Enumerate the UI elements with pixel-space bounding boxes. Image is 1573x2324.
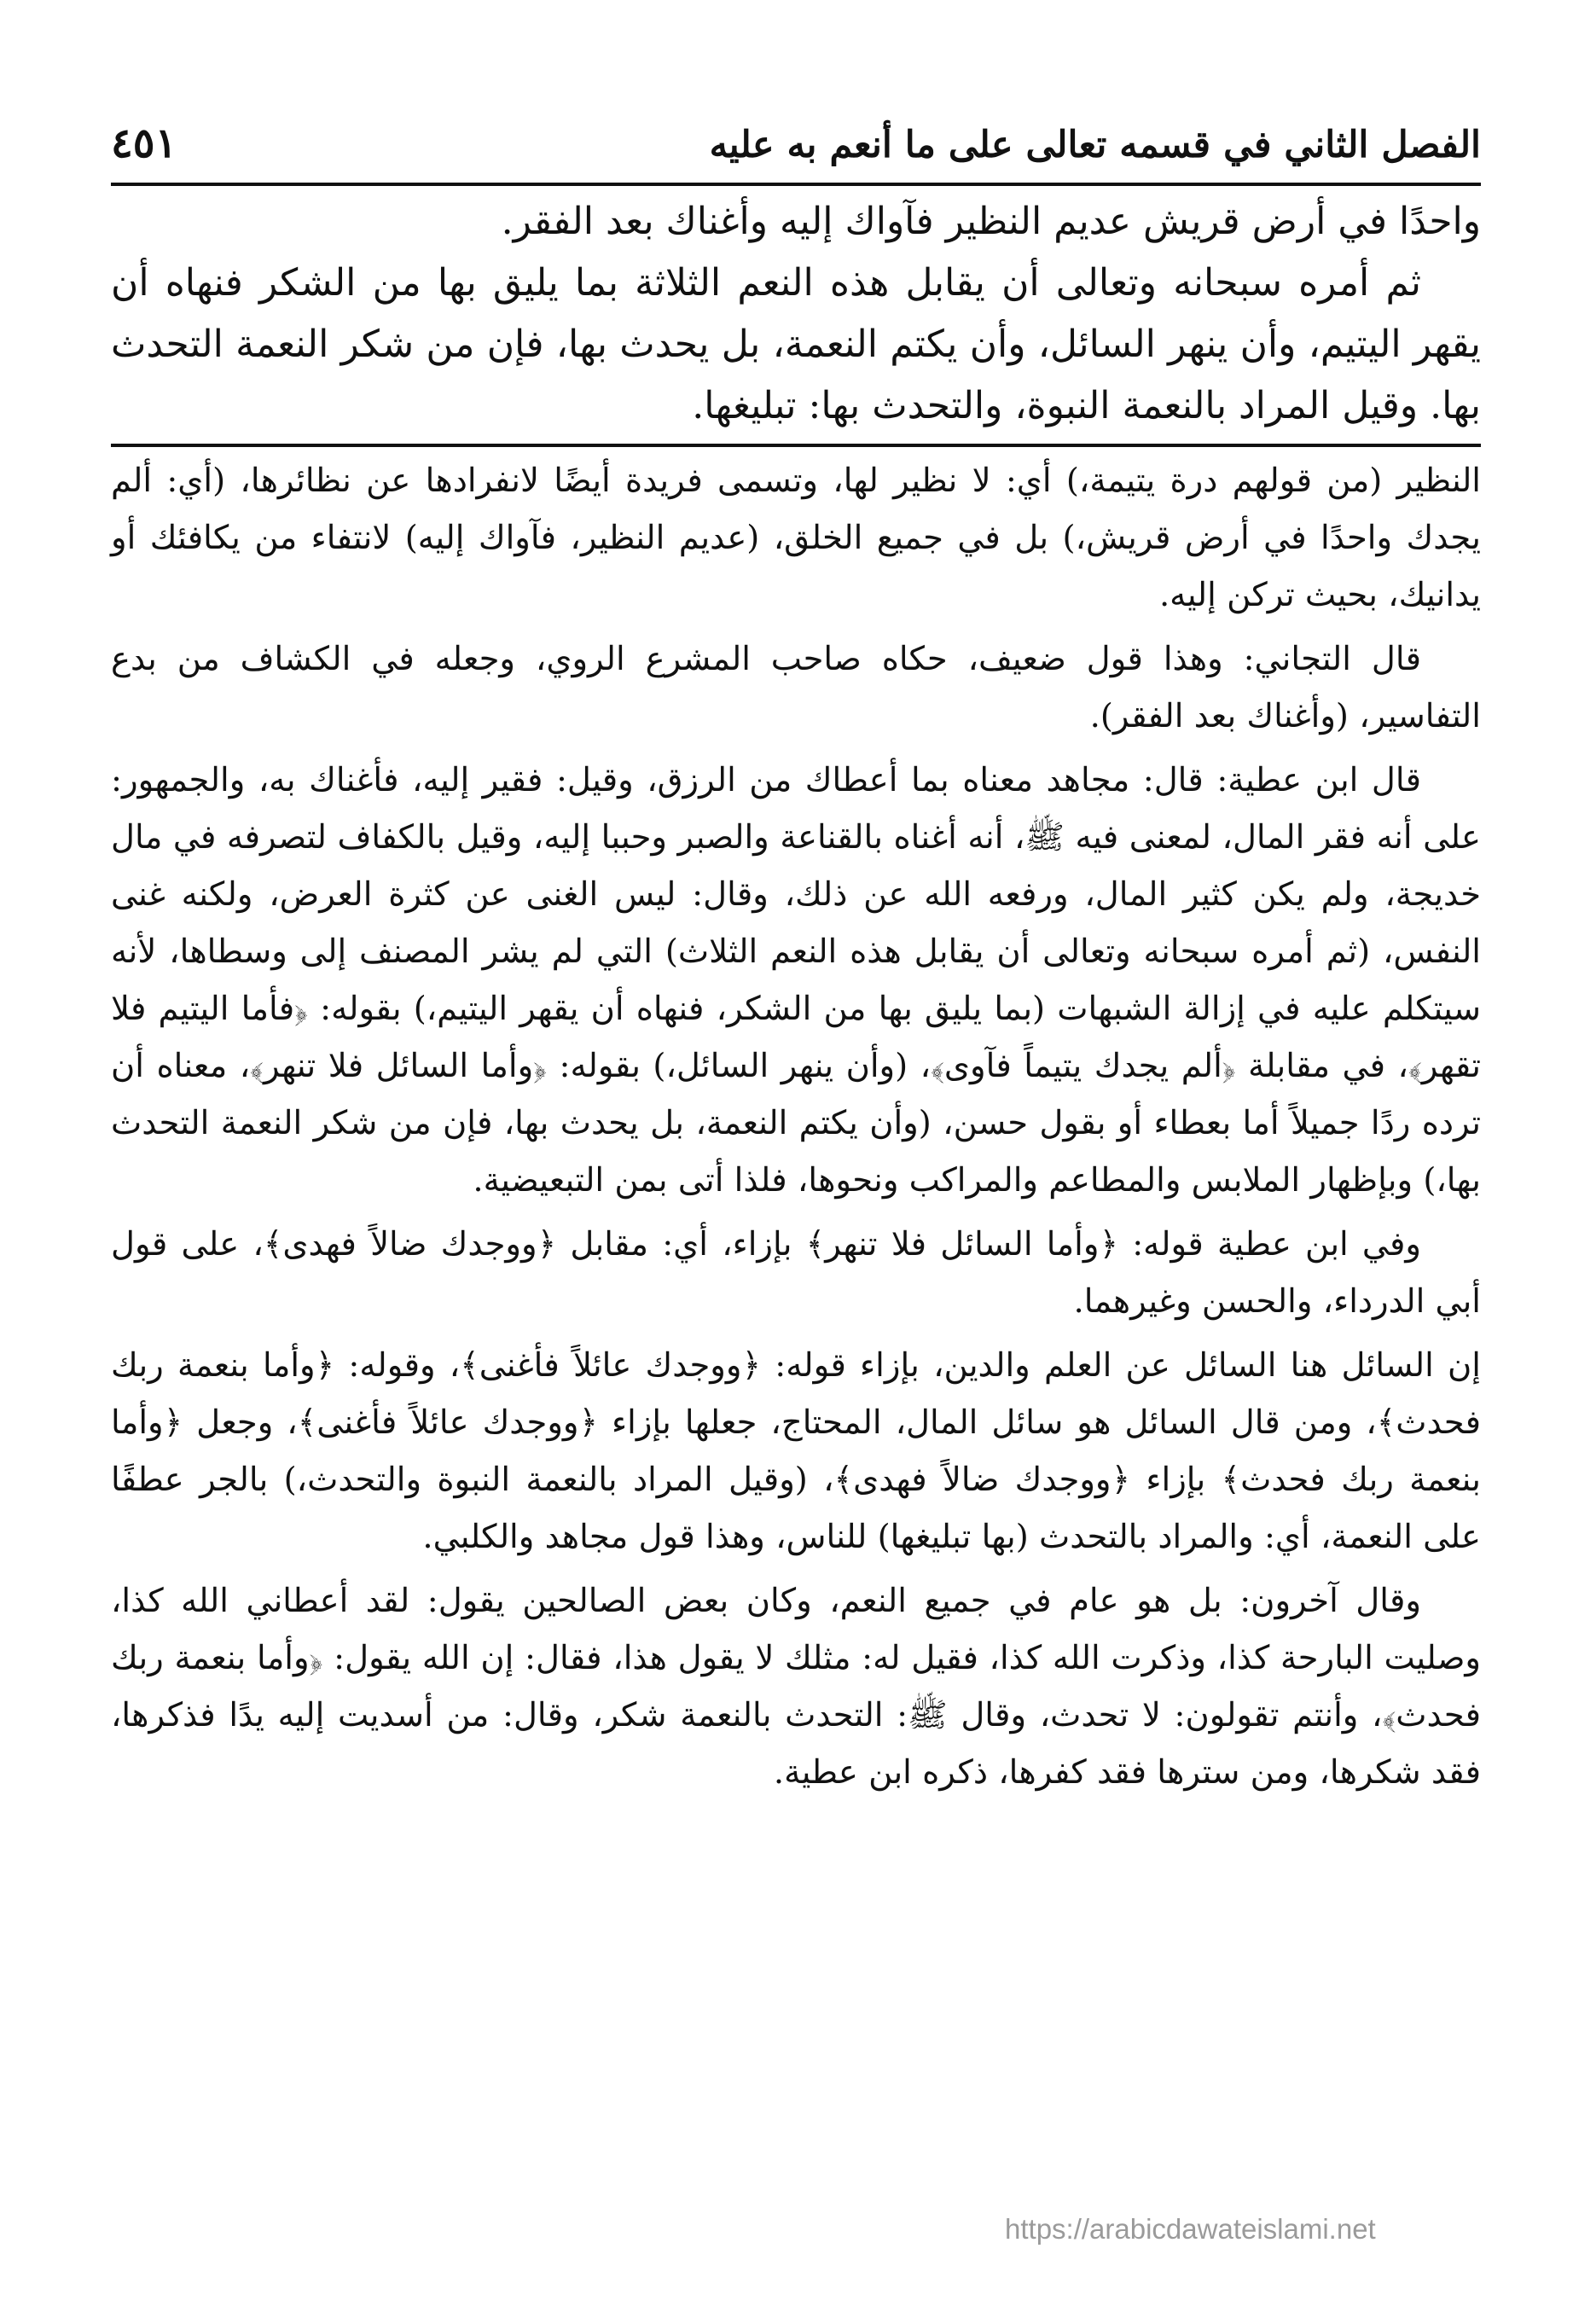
commentary-paragraph-4: وفي ابن عطية قوله: ﴿وأما السائل فلا تنهر﴾ بإزاء، أي: مقابل ﴿ووجدك ضالاً فهدى﴾، على قول أبي الدرداء، والحسن وغيرهما. xyxy=(111,1225,1481,1321)
main-text-paragraph-2: ثم أمره سبحانه وتعالى أن يقابل هذه النعم الثلاثة بما يليق بها من الشكر فنهاه أن يقهر اليتيم، وأن ينهر السائل، وأن يكتم النعمة، بل يحدث بها، فإن من شكر النعمة التحدث بها. وقيل المراد بالنعمة النبوة، والتحدث بها: تبليغها. xyxy=(111,261,1481,427)
main-text xyxy=(111,191,1481,437)
page-number: ٤٥١ xyxy=(111,119,177,167)
header-rule xyxy=(111,183,1481,186)
commentary-paragraph-1: النظير (من قولهم درة يتيمة،) أي: لا نظير لها، وتسمى فريدة أيضًا لانفرادها عن نظائرها، (أي: ألم يجدك واحدًا في أرض قريش،) بل في جميع الخلق، (عديم النظير، فآواك إليه) لانتفاء من يكافئك أو يدانيك، بحيث تركن إليه. xyxy=(111,462,1481,614)
commentary-separator xyxy=(111,444,1481,447)
commentary xyxy=(111,452,1481,1801)
main-text-paragraph-1: واحدًا في أرض قريش عديم النظير فآواك إليه وأغناك بعد الفقر. xyxy=(501,200,1481,243)
commentary-paragraph-3: قال ابن عطية: قال: مجاهد معناه بما أعطاك من الرزق، وقيل: فقير إليه، فأغناك به، والجمهور: على أنه فقر المال، لمعنى فيه ﷺ، أنه أغناه بالقناعة والصبر وحببا إليه، وقيل بالكفاف لتصرفه في مال خديجة، ولم يكن كثير المال، ورفعه الله عن ذلك، وقال: ليس الغنى عن كثرة العرض، ولكنه غنى النفس، (ثم أمره سبحانه وتعالى أن يقابل هذه النعم الثلاث) التي لم يشر المصنف إلى وسطاها، لأنه سيتكلم عليه في إزالة الشبهات (بما يليق بها من الشكر، فنهاه أن يقهر اليتيم،) بقوله: ﴿فأما اليتيم فلا تقهر﴾، في مقابلة ﴿ألم يجدك يتيماً فآوى﴾، (وأن ينهر السائل،) بقوله: ﴿وأما السائل فلا تنهر﴾، معناه أن ترده ردًا جميلاً أما بعطاء أو بقول حسن، (وأن يكتم النعمة، بل يحدث بها، فإن من شكر النعمة التحدث بها،) وبإظهار الملابس والمطاعم والمراكب ونحوها، فلذا أتى بمن التبعيضية. xyxy=(111,761,1481,1200)
commentary-paragraph-6: وقال آخرون: بل هو عام في جميع النعم، وكان بعض الصالحين يقول: لقد أعطاني الله كذا، وصليت البارحة كذا، وذكرت الله كذا، فقيل له: مثلك لا يقول هذا، فقال: إن الله يقول: ﴿وأما بنعمة ربك فحدث﴾، وأنتم تقولون: لا تحدث، وقال ﷺ: التحدث بالنعمة شكر، وقال: من أسديت إليه يدًا فذكرها، فقد شكرها، ومن سترها فقد كفرها، ذكره ابن عطية. xyxy=(111,1582,1481,1792)
running-title: الفصل الثاني في قسمه تعالى على ما أنعم به عليه xyxy=(709,124,1481,166)
watermark-url: https://arabicdawateislami.net xyxy=(1005,2213,1376,2245)
commentary-paragraph-2: قال التجاني: وهذا قول ضعيف، حكاه صاحب المشرع الروي، وجعله في الكشاف من بدع التفاسير، (وأغناك بعد الفقر). xyxy=(111,640,1481,735)
page-header xyxy=(111,94,1481,167)
commentary-paragraph-5: إن السائل هنا السائل عن العلم والدين، بإزاء قوله: ﴿ووجدك عائلاً فأغنى﴾، وقوله: ﴿وأما بنعمة ربك فحدث﴾، ومن قال السائل هو سائل المال، المحتاج، جعلها بإزاء ﴿ووجدك عائلاً فأغنى﴾، وجعل ﴿وأما بنعمة ربك فحدث﴾ بإزاء ﴿ووجدك ضالاً فهدى﴾، (وقيل المراد بالنعمة النبوة والتحدث،) بالجر عطفًا على النعمة، أي: والمراد بالتحدث (بها تبليغها) للناس، وهذا قول مجاهد والكلبي. xyxy=(111,1346,1481,1556)
